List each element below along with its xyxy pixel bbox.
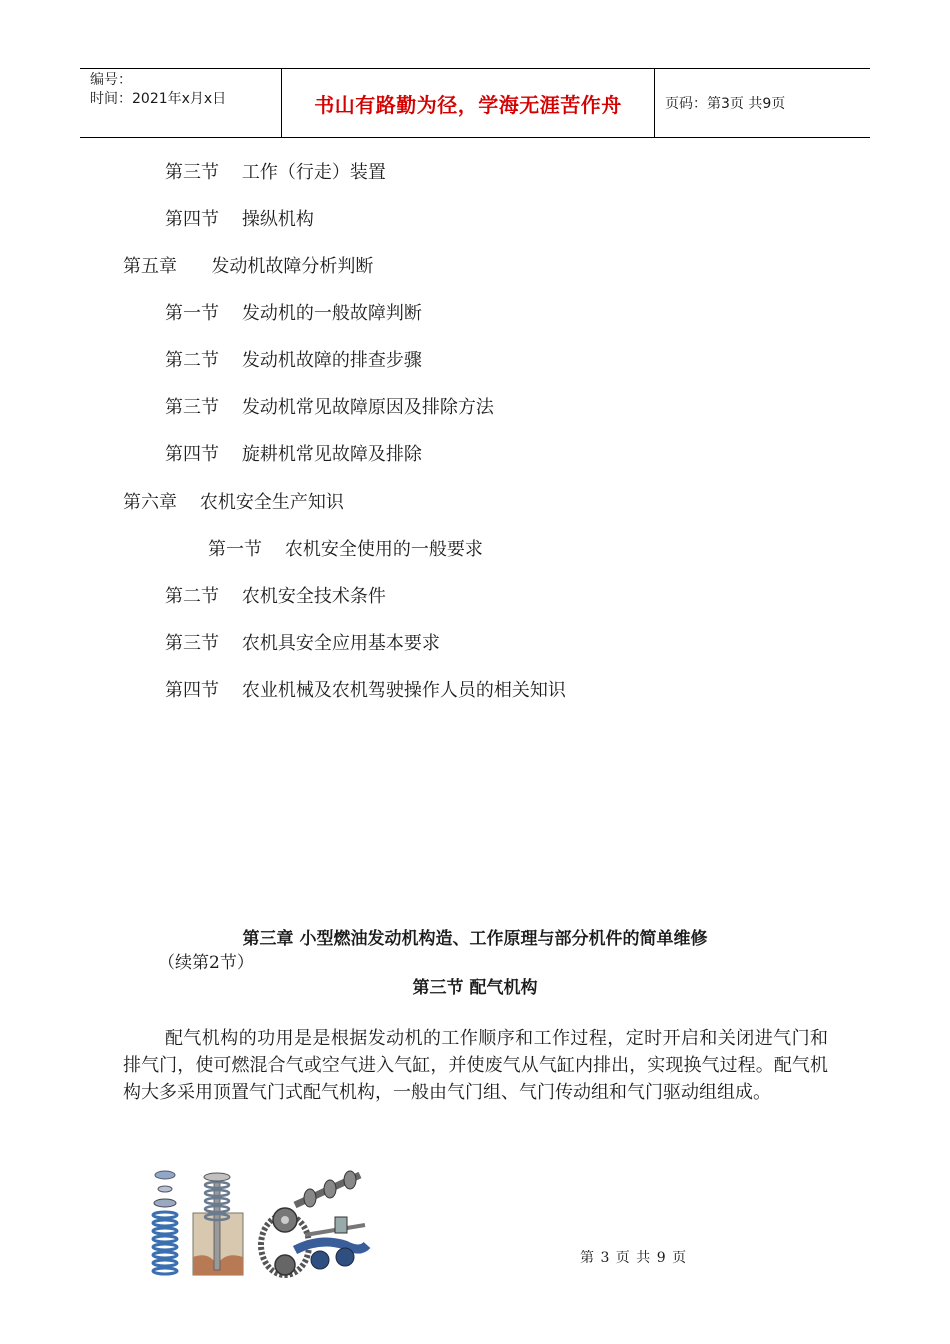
valve-spring-icon bbox=[153, 1212, 177, 1274]
page-header bbox=[80, 68, 870, 138]
toc-entry: 第四节 农业机械及农机驾驶操作人员的相关知识 bbox=[165, 680, 566, 701]
valve-cutaway-icon bbox=[193, 1173, 243, 1275]
doc-number-label: 编号： bbox=[90, 72, 132, 88]
toc-entry: 第四节 旋耕机常见故障及排除 bbox=[165, 444, 422, 465]
chapter-title: 第三章 小型燃油发动机构造、工作原理与部分机件的简单维修 bbox=[242, 929, 708, 949]
header-meta bbox=[80, 69, 282, 137]
toc-chapter: 第六章 农机安全生产知识 bbox=[123, 492, 344, 513]
header-page-label: 页码：第3页 共9页 bbox=[665, 96, 786, 112]
camshaft-icon bbox=[261, 1171, 367, 1275]
valve-train-illustration bbox=[145, 1165, 375, 1280]
toc-entry: 第一节 农机安全使用的一般要求 bbox=[208, 539, 483, 560]
valve-keeper-icon bbox=[154, 1171, 176, 1207]
chapter-continuation: （续第2节） bbox=[158, 953, 254, 973]
toc-entry: 第三节 农机具安全应用基本要求 bbox=[165, 633, 440, 654]
toc-entry: 第二节 发动机故障的排查步骤 bbox=[165, 350, 422, 371]
toc-entry: 第二节 农机安全技术条件 bbox=[165, 586, 386, 607]
toc-entry: 第四节 操纵机构 bbox=[165, 209, 314, 230]
toc-chapter: 第五章 发动机故障分析判断 bbox=[123, 256, 374, 277]
page-footer: 第 3 页 共 9 页 bbox=[580, 1250, 688, 1266]
toc-entry: 第三节 工作（行走）装置 bbox=[165, 162, 386, 183]
section-paragraph: 配气机构的功用是是根据发动机的工作顺序和工作过程，定时开启和关闭进气门和排气门，使可燃混合气或空气进入气缸，并使废气从气缸内排出，实现换气过程。配气机构大多采用顶置气门式配气机构，一般由气门组、气门传动组和气门驱动组组成。 bbox=[123, 1028, 828, 1103]
toc-entry: 第三节 发动机常见故障原因及排除方法 bbox=[165, 397, 494, 418]
header-motto: 书山有路勤为径，学海无涯苦作舟 bbox=[282, 69, 655, 137]
section-title: 第三节 配气机构 bbox=[412, 978, 538, 998]
doc-time-label: 时间：2021年x月x日 bbox=[90, 91, 227, 107]
toc-entry: 第一节 发动机的一般故障判断 bbox=[165, 303, 422, 324]
